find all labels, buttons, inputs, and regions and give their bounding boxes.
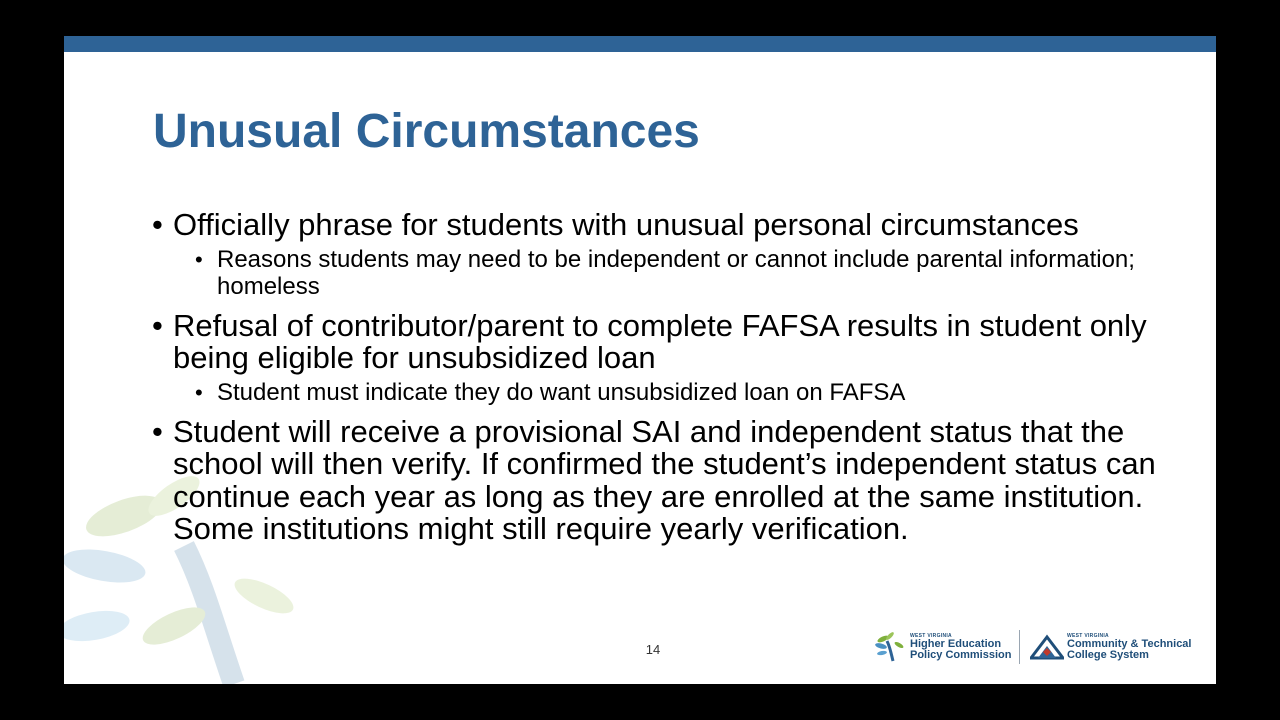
slide-title: Unusual Circumstances xyxy=(153,105,700,158)
ctcs-logo-small: WEST VIRGINIA xyxy=(1067,632,1109,639)
hepc-logo-small: WEST VIRGINIA xyxy=(910,632,952,639)
tree-icon xyxy=(875,631,907,663)
mountain-icon xyxy=(1030,634,1064,660)
logo-divider xyxy=(1019,630,1020,664)
bullet-text: Refusal of contributor/parent to complete FAFSA results in student only being eligible for unsubsidized loan xyxy=(173,307,1147,375)
ctcs-logo-line1: Community & Technical xyxy=(1067,637,1192,650)
sub-bullet-text: Student must indicate they do want unsubsidized loan on FAFSA xyxy=(217,378,906,406)
sub-bullet-text: Reasons students may need to be independent or cannot include parental information; homeless xyxy=(217,245,1135,300)
hepc-logo-line1: Higher Education xyxy=(910,637,1002,650)
sub-bullet-marker: • xyxy=(195,379,203,405)
ctcs-logo xyxy=(1030,630,1191,664)
header-bar xyxy=(64,36,1216,52)
bullet-marker: • xyxy=(152,413,163,449)
bullet-marker: • xyxy=(152,207,163,242)
sub-bullet-item xyxy=(195,379,1182,406)
hepc-logo xyxy=(875,630,1011,664)
bullet-list xyxy=(152,209,1182,546)
slide xyxy=(64,36,1216,684)
bullet-item xyxy=(152,209,1182,242)
sub-bullet-item xyxy=(195,246,1182,300)
ctcs-logo-line2: College System xyxy=(1067,648,1149,661)
bullet-item xyxy=(152,307,1182,375)
sub-bullet-marker: • xyxy=(195,246,203,272)
page-number: 14 xyxy=(645,642,661,657)
bullet-text: Officially phrase for students with unusual personal circumstances xyxy=(173,207,1079,242)
bullet-text: Student will receive a provisional SAI and independent status that the school will then verify. If confirmed the student’s independent status can continue each year as long as they are enrolled at the same institution. Some institutions might still require yearly verification. xyxy=(173,413,1156,546)
hepc-logo-line2: Policy Commission xyxy=(910,648,1012,661)
bullet-item xyxy=(152,413,1182,546)
bullet-marker: • xyxy=(152,307,163,343)
